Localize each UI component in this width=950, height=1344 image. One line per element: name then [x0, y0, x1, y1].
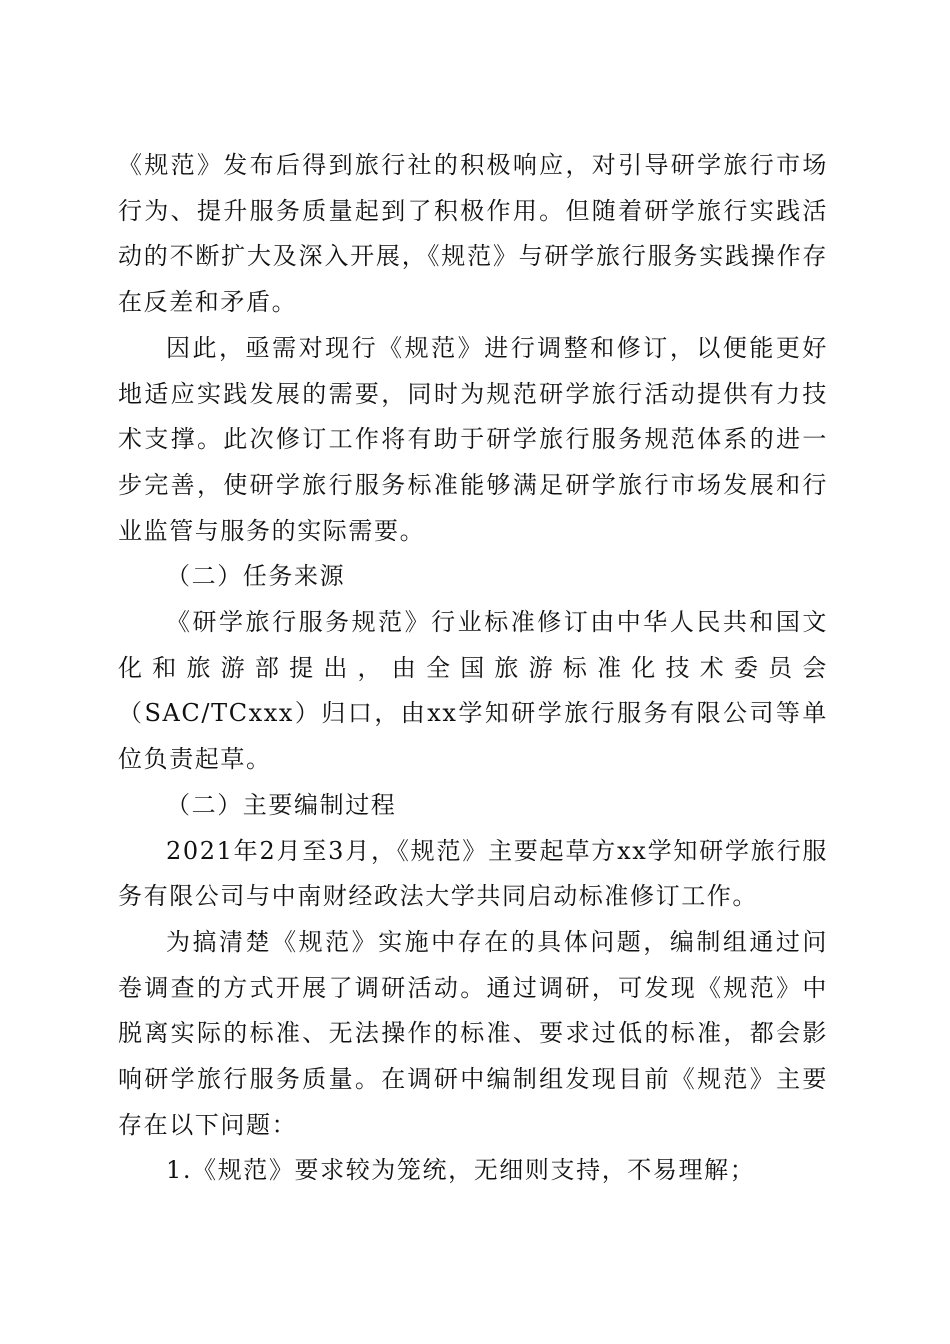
paragraph-task-source: 《研学旅行服务规范》行业标准修订由中华人民共和国文化和旅游部提出，由全国旅游标准化技术委员会（SAC/TCxxx）归口，由xx学知研学旅行服务有限公司等单位负责起草。: [118, 608, 828, 774]
paragraph-drafting-start: 2021年2月至3月，《规范》主要起草方xx学知研学旅行服务有限公司与中南财经政法大学共同启动标准修订工作。: [118, 836, 828, 911]
section-heading-drafting-process: （二）主要编制过程: [166, 790, 397, 819]
document-body: [118, 143, 828, 1194]
paragraph-revision-need: 因此，亟需对现行《规范》进行调整和修订，以便能更好地适应实践发展的需要，同时为规范研学旅行活动提供有力技术支撑。此次修订工作将有助于研学旅行服务规范体系的进一步完善，使研学旅行服务标准能够满足研学旅行市场发展和行业监管与服务的实际需要。: [118, 333, 828, 545]
list-item-problem-1: 1.《规范》要求较为笼统，无细则支持，不易理解；: [166, 1156, 756, 1185]
paragraph-continuation: 《规范》发布后得到旅行社的积极响应，对引导研学旅行市场行为、提升服务质量起到了积极作用。但随着研学旅行实践活动的不断扩大及深入开展，《规范》与研学旅行服务实践操作存在反差和矛盾。: [118, 151, 828, 317]
section-heading-task-source: （二）任务来源: [166, 562, 346, 591]
paragraph-survey: 为搞清楚《规范》实施中存在的具体问题，编制组通过问卷调查的方式开展了调研活动。通过调研，可发现《规范》中脱离实际的标准、无法操作的标准、要求过低的标准，都会影响研学旅行服务质量。在调研中编制组发现目前《规范》主要存在以下问题：: [118, 927, 828, 1139]
